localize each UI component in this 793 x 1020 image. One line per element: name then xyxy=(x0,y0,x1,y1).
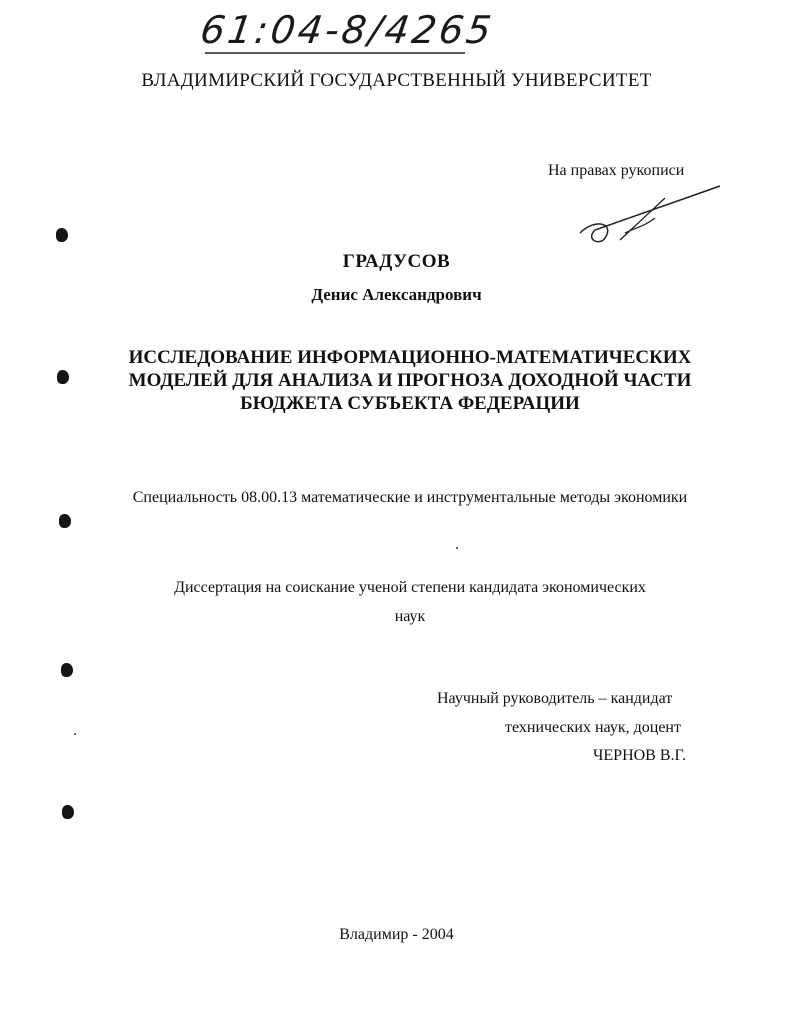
advisor-title-line2: технических наук, доцент xyxy=(505,719,681,736)
handwritten-underline xyxy=(205,52,465,54)
scan-speck xyxy=(74,733,76,735)
university-name: ВЛАДИМИРСКИЙ ГОСУДАРСТВЕННЫЙ УНИВЕРСИТЕТ xyxy=(141,70,652,91)
binding-hole-mark xyxy=(56,228,68,242)
manuscript-rights-note: На правах рукописи xyxy=(548,162,685,179)
signature-icon xyxy=(575,178,725,248)
author-name: Денис Александрович xyxy=(311,285,482,304)
author-surname: ГРАДУСОВ xyxy=(342,251,451,272)
binding-hole-mark xyxy=(62,805,74,819)
specialty-text: Специальность 08.00.13 математические и инструментальные методы экономики xyxy=(132,489,688,506)
city-year: Владимир - 2004 xyxy=(339,926,454,943)
binding-hole-mark xyxy=(61,663,73,677)
scan-speck xyxy=(456,547,458,549)
binding-hole-mark xyxy=(59,514,71,528)
dissertation-title: ИССЛЕДОВАНИЕ ИНФОРМАЦИОННО-МАТЕМАТИЧЕСКИХ МОДЕЛЕЙ ДЛЯ АНАЛИЗА И ПРОГНОЗА ДОХОДНОЙ ЧАСТИ БЮДЖЕТА СУБЪЕКТА ФЕДЕРАЦИИ xyxy=(128,347,692,414)
binding-hole-mark xyxy=(57,370,69,384)
advisor-name: ЧЕРНОВ В.Г. xyxy=(593,747,686,764)
advisor-title-line1: Научный руководитель – кандидат xyxy=(437,690,673,707)
handwritten-archive-number: 61:04-8/4265 xyxy=(197,8,497,52)
degree-text: Диссертация на соискание ученой степени кандидата экономических наук xyxy=(174,579,646,625)
